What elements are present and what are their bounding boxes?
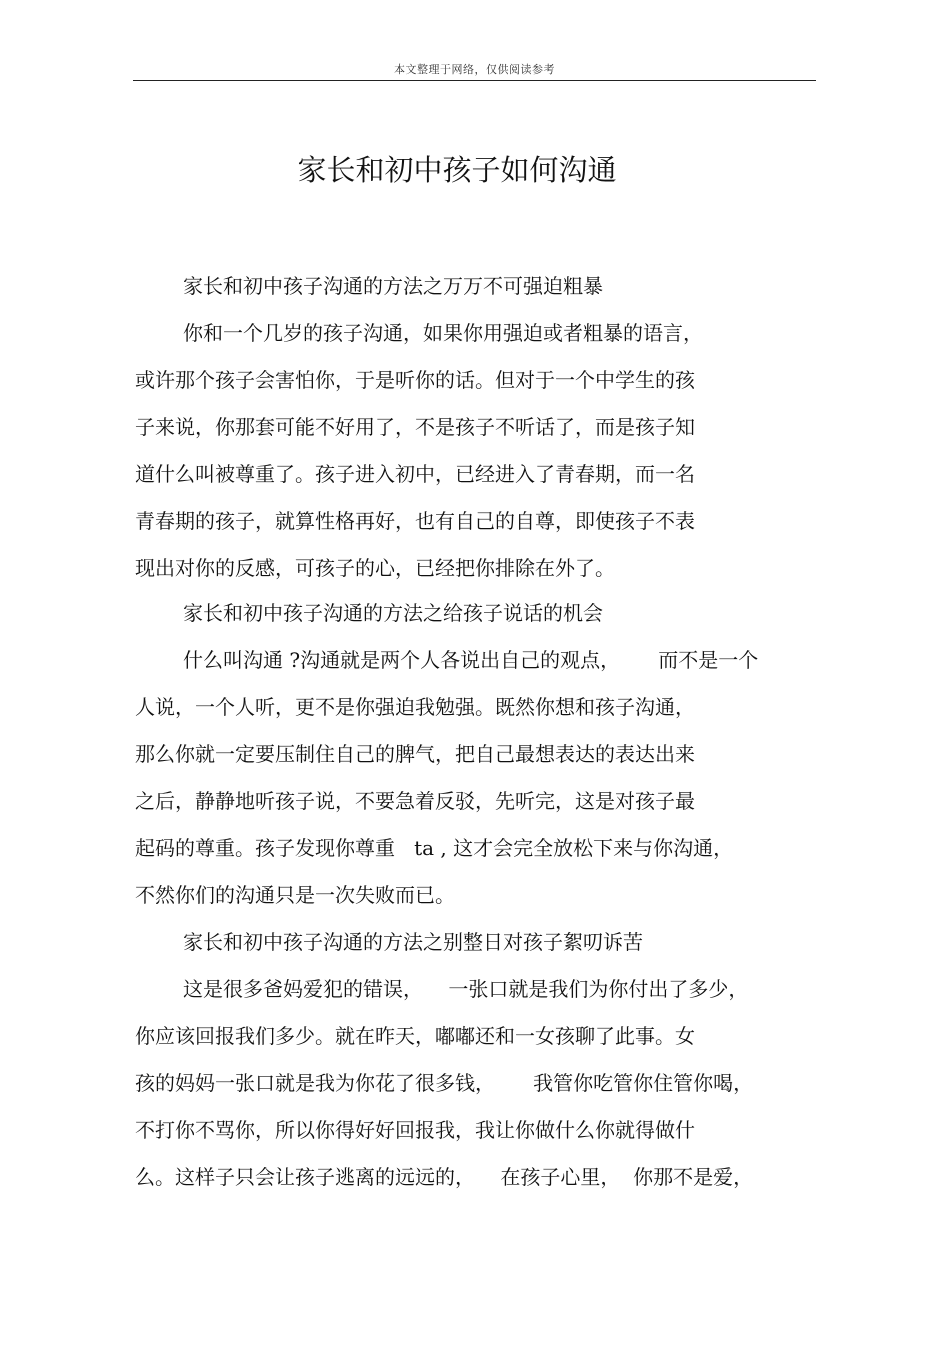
body-line: 道什么叫被尊重了。孩子进入初中，已经进入了青春期，而一名 <box>135 462 695 486</box>
section-heading-1: 家长和初中孩子沟通的方法之万万不可强迫粗暴 <box>183 274 603 298</box>
body-line: 起码的尊重。孩子发现你尊重 ta , 这才会完全放松下来与你沟通， <box>135 836 734 860</box>
body-line: 你和一个几岁的孩子沟通，如果你用强迫或者粗暴的语言， <box>183 321 703 345</box>
body-line: 青春期的孩子，就算性格再好，也有自己的自尊，即使孩子不表 <box>135 509 695 533</box>
body-line: 不然你们的沟通只是一次失败而已。 <box>135 883 455 907</box>
section-heading-3: 家长和初中孩子沟通的方法之别整日对孩子絮叨诉苦 <box>183 930 643 954</box>
body-line: 不打你不骂你，所以你得好好回报我，我让你做什么你就得做什 <box>135 1118 695 1142</box>
header-notice: 本文整理于网络，仅供阅读参考 <box>394 63 555 76</box>
body-line: 你应该回报我们多少。就在昨天，嘟嘟还和一女孩聊了此事。女 <box>135 1024 695 1048</box>
section-heading-2: 家长和初中孩子沟通的方法之给孩子说话的机会 <box>183 601 603 625</box>
body-line: 或许那个孩子会害怕你，于是听你的话。但对于一个中学生的孩 <box>135 368 695 392</box>
body-line: 么。这样子只会让孩子逃离的远远的， 在孩子心里， 你那不是爱， <box>135 1165 754 1189</box>
body-line: 什么叫沟通 ?沟通就是两个人各说出自己的观点， 而不是一个 <box>183 648 759 672</box>
document-title: 家长和初中孩子如何沟通 <box>297 153 617 187</box>
body-line: 现出对你的反感，可孩子的心，已经把你排除在外了。 <box>135 556 615 580</box>
body-line: 之后，静静地听孩子说，不要急着反驳，先听完，这是对孩子最 <box>135 789 695 813</box>
body-line: 孩的妈妈一张口就是我为你花了很多钱， 我管你吃管你住管你喝， <box>135 1071 754 1095</box>
body-line: 那么你就一定要压制住自己的脾气，把自己最想表达的表达出来 <box>135 742 695 766</box>
page-header <box>133 58 816 81</box>
body-line: 人说，一个人听，更不是你强迫我勉强。既然你想和孩子沟通， <box>135 695 695 719</box>
body-line: 这是很多爸妈爱犯的错误， 一张口就是我们为你付出了多少， <box>183 977 749 1001</box>
body-line: 子来说，你那套可能不好用了，不是孩子不听话了，而是孩子知 <box>135 415 695 439</box>
